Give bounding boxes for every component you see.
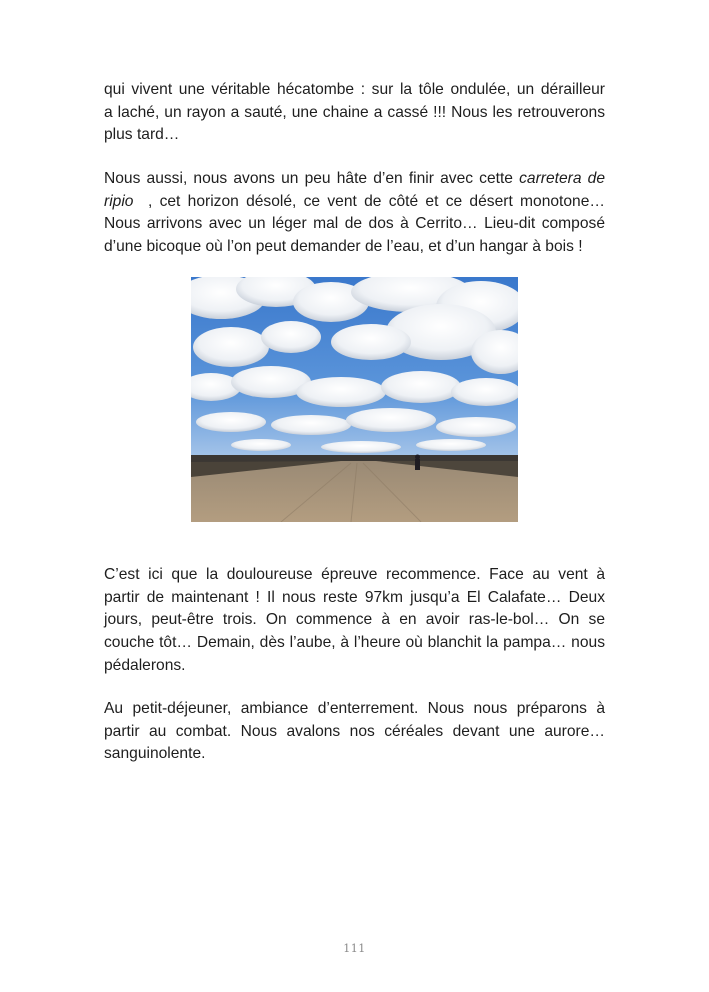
paragraph-2-line-1-text: Nous aussi, nous avons un peu hâte d’en finir avec cette: [104, 170, 520, 187]
page-number: 111: [343, 942, 366, 955]
paragraph-3-line-3: jours, peut-être trois. On commence à en avoir ras-le-bol… On se: [104, 611, 605, 629]
paragraph-2: [104, 168, 605, 259]
paragraph-2-line-3: Nous arrivons avec un léger mal de dos à Cerrito… Lieu-dit composé: [104, 215, 605, 233]
paragraph-1-line-2: a laché, un rayon a sauté, une chaine a cassé !!! Nous les retrouverons: [104, 103, 605, 121]
paragraph-3-line-2: partir de maintenant ! Il nous reste 97km jusqu’a El Calafate… Deux: [104, 588, 605, 606]
paragraph-4: [104, 698, 605, 766]
paragraph-2-italic-phrase-1: carretera de: [519, 170, 606, 187]
paragraph-3-line-1: C’est ici que la douloureuse épreuve recommence. Face au vent à: [104, 566, 605, 583]
paragraph-1-line-1: qui vivent une véritable hécatombe : sur la tôle ondulée, un dérailleur: [104, 81, 605, 98]
paragraph-3: [104, 564, 605, 678]
photo-illustration: [191, 277, 518, 522]
paragraph-4-line-3: sanguinolente.: [104, 745, 206, 763]
paragraph-4-line-1: Au petit-déjeuner, ambiance d’enterrement. Nous nous préparons à: [104, 700, 605, 717]
paragraph-3-line-5: pédalerons.: [104, 656, 186, 674]
cyclist: [415, 459, 420, 470]
patagonia-road-photo: [191, 277, 518, 522]
paragraph-1-line-3: plus tard…: [104, 126, 180, 144]
paragraph-2-line-4: d’une bicoque où l’on peut demander de l’eau, et d’un hangar à bois !: [104, 238, 583, 256]
paragraph-2-line-1: [104, 168, 605, 191]
paragraph-1: [104, 79, 605, 147]
paragraph-2-line-2: [104, 191, 605, 214]
paragraph-2-line-2-text: , cet horizon désolé, ce vent de côté et ce désert monotone…: [133, 192, 605, 210]
paragraph-2-italic-phrase-2: ripio: [104, 192, 134, 210]
paragraph-3-line-4: couche tôt… Demain, dès l’aube, à l’heure où blanchit la pampa… nous: [104, 634, 605, 652]
paragraph-4-line-2: partir au combat. Nous avalons nos céréales devant une aurore…: [104, 722, 605, 740]
